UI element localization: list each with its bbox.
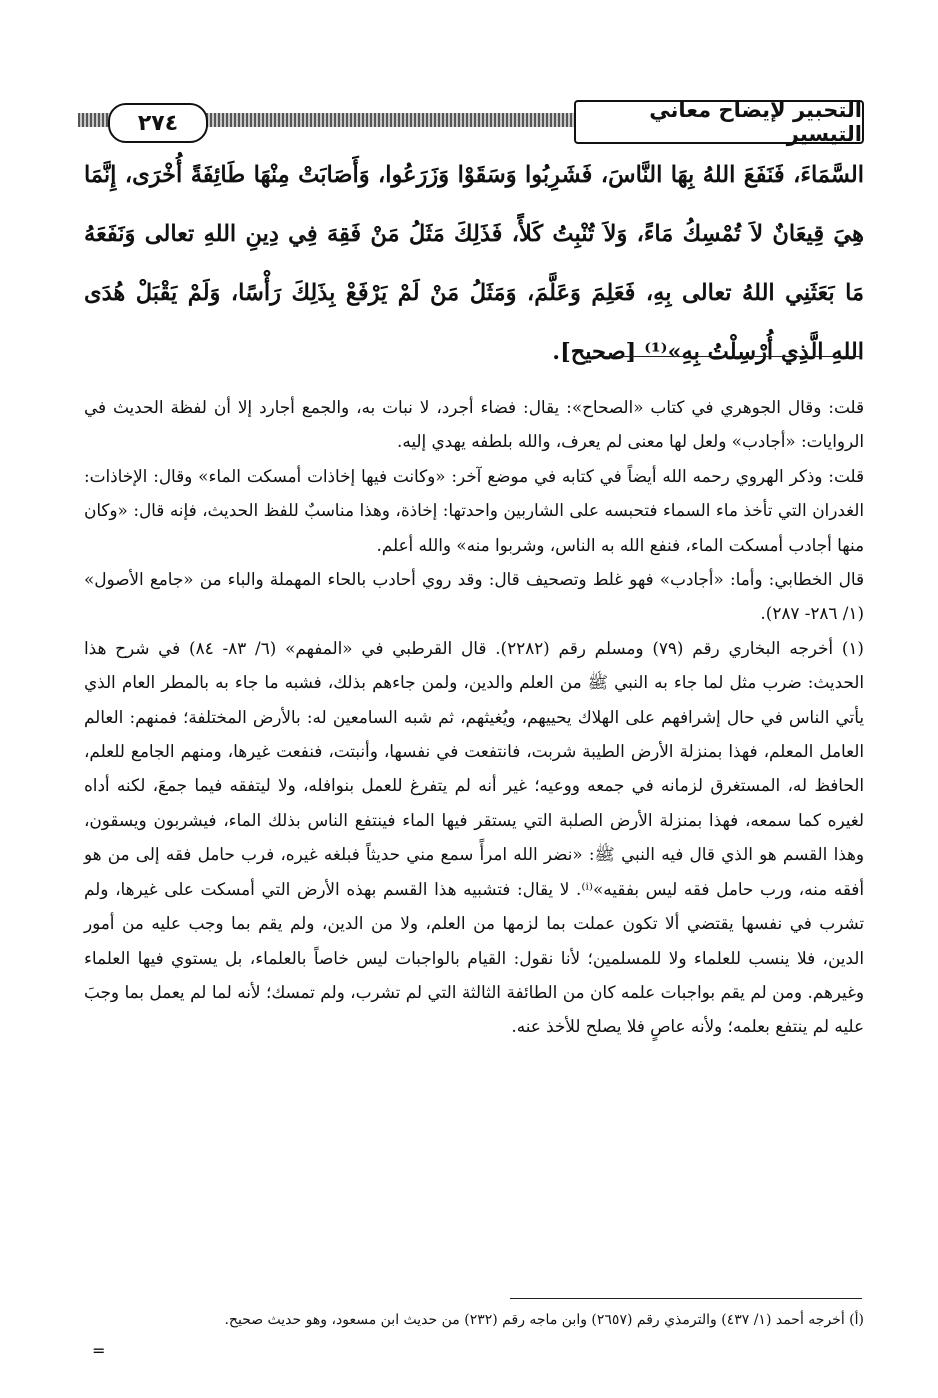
note-paragraph-jawhari: قلت: وقال الجوهري في كتاب «الصحاح»: يقال: فضاء أجرد، لا نبات به، والجمع أجارد إلا أن لفظة الحديث في الروايات: «أجادب» ولعل لها معنى لم يعرف، والله بلطفه يهدي إليه. — [84, 397, 864, 452]
continuation-mark: = — [92, 1341, 106, 1360]
commentary-notes — [84, 390, 864, 1044]
note-paragraph-takhrij: (١) أخرجه البخاري رقم (٧٩) ومسلم رقم (٢٢٨٢). قال القرطبي في «المفهم» (٦/ ٨٣- ٨٤) في شرح هذا الحديث: ضرب مثل لما جاء به النبي ﷺ من العلم والدين، ولمن جاءهم بذلك، فشبه ما جاء به بالمطر العام الذي يأتي الناس في حال إشرافهم على الهلاك يحييهم، ويُغيثهم، ثم شبه السامعين له: بالأرض المختلفة؛ فمنهم: العالم العامل المعلم، فهذا بمنزلة الأرض الطيبة شربت، فانتفعت في نفسها، وأنبتت، فنفعت غيرها، ومنهم الجامع للعلم، الحافظ له، المستغرق لزمانه في جمعه ووعيه؛ غير أنه لم يتفرغ للعمل بنوافله، ولا ليتفقه فيما جمعَ، لكنه أداه لغيره كما سمعه، فهذا بمنزلة الأرض الصلبة التي يستقر فيها الماء فينتفع الناس بذلك الماء، فيشربون ويسقون، وهذا القسم هو الذي قال فيه النبي ﷺ: «نضر الله امرأً سمع مني حديثاً فبلغه غيره، فرب حامل فقه إلى من هو أفقه منه، ورب حامل فقه ليس بفقيه»⁽ⁱ⁾. لا يقال: فتشبيه هذا القسم بهذه الأرض التي أمسكت على غيرها، ولم تشرب في نفسها يقتضي ألا تكون عملت بما لزمها من العلم، ولا من الدين، ولم يقم بما وجب عليه من أمور الدين، فلا ينسب للعلماء ولا للمسلمين؛ لأنا نقول: القيام بالواجبات ليس خاصاً بالعلماء، بل يستوي فيها العلماء وغيرهم. ومن لم يقم بواجبات علمه كان من الطائفة الثالثة التي لم تشرب، ولم تمسك؛ لأنه لما لم يعمل بما وجبَ عليه لم ينتفع بعلمه؛ ولأنه عاصٍ فلا يصلح للأخذ عنه. — [84, 637, 864, 1037]
note-paragraph-harawi: قلت: وذكر الهروي رحمه الله أيضاً في كتابه في موضع آخر: «وكانت فيها إخاذات أمسكت الماء» وقال: الإخاذات: الغدران التي تأخذ ماء السماء فتحبسه على الشاربين واحدتها: إخاذة، وهذا مناسبٌ للفظ الحديث، فإنه قال: «وكان منها أجادب أمسكت الماء، فنفع الله به الناس، وشربوا منه» والله أعلم. — [84, 465, 864, 555]
main-text-separator — [592, 356, 862, 357]
hadith-grade: [صحيح]. — [552, 339, 637, 365]
page-number: ٢٧٤ — [108, 103, 208, 143]
hadith-text — [84, 146, 864, 382]
page-header — [78, 100, 864, 146]
book-title: التحبير لإيضاح معاني التيسير — [574, 100, 864, 144]
footnote: (أ) أخرجه أحمد (١/ ٤٣٧) والترمذي رقم (٢٦٥٧) وابن ماجه رقم (٢٣٢) من حديث ابن مسعود، وهو حديث صحيح. — [224, 1312, 864, 1328]
note-paragraph-khattabi: قال الخطابي: وأما: «أجادب» فهو غلط وتصحيف قال: وقد روي أحادب بالحاء المهملة والباء من «جامع الأصول» (١/ ٢٨٦- ٢٨٧). — [84, 569, 864, 624]
hadith-body: السَّمَاءَ، فَنَفَعَ اللهُ بِهَا النَّاسَ، فَشَرِبُوا وَسَقَوْا وَزَرَعُوا، وَأَصَابَتْ مِنْهَا طَائِفَةً أُخْرَى، إِنَّمَا هِيَ قِيعَانٌ لاَ تُمْسِكُ مَاءً، وَلاَ تُنْبِتُ كَلأً، فَذَلِكَ مَثَلُ مَنْ فَقِهَ فِي دِينِ اللهِ تعالى وَنَفَعَهُ مَا بَعَثَنِي اللهُ تعالى بِهِ، فَعَلِمَ وَعَلَّمَ، وَمَثَلُ مَنْ لَمْ يَرْفَعْ بِذَلِكَ رَأْسًا، وَلَمْ يَقْبَلْ هُدَى اللهِ الَّذِي أُرْسِلْتُ بِهِ»⁽¹⁾ — [84, 162, 864, 365]
footnote-separator — [510, 1298, 862, 1299]
